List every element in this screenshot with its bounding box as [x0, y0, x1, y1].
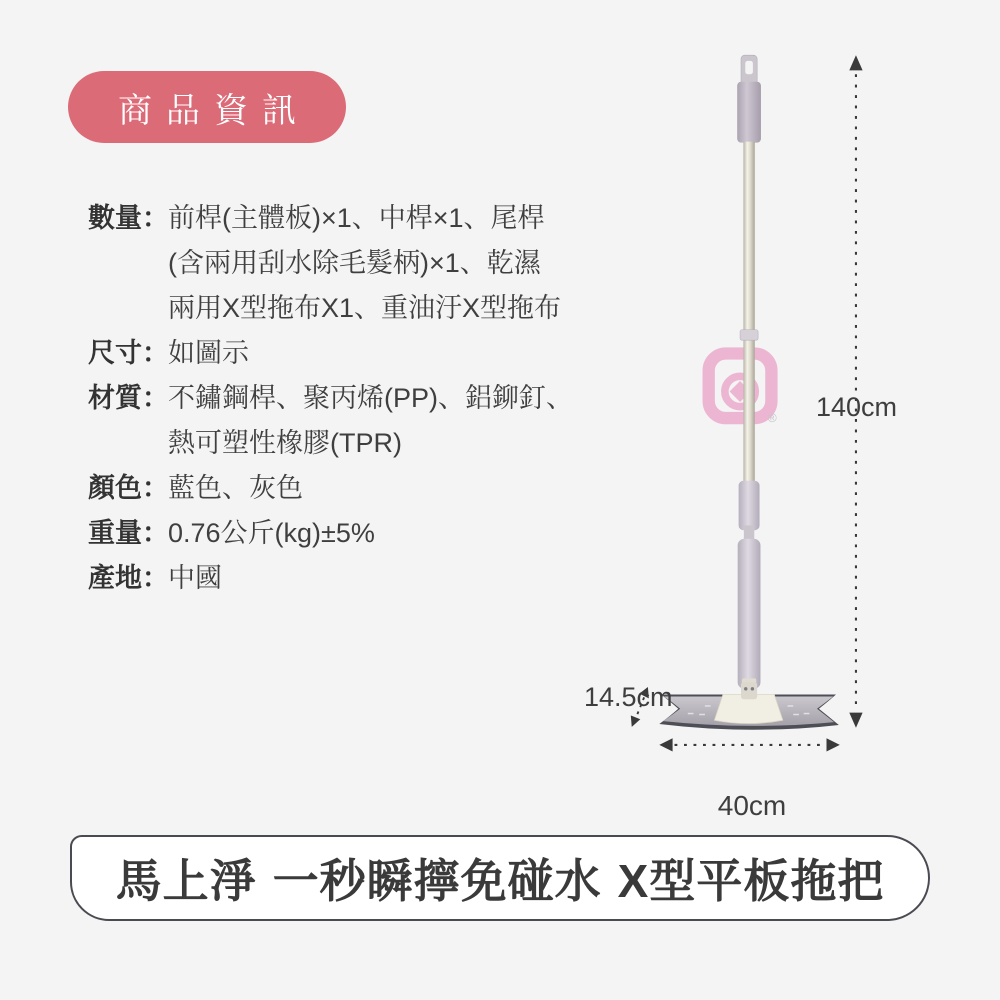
mop-lower-tube	[738, 539, 761, 689]
info-value-line: 如圖示	[168, 338, 249, 368]
mop-pole-ring	[740, 330, 758, 340]
info-row-color	[88, 466, 618, 511]
info-value-line: 中國	[168, 563, 222, 593]
product-type: X型平板拖把	[617, 855, 885, 907]
info-label-size: 尺寸：	[88, 338, 169, 368]
info-label-material: 材質：	[88, 383, 169, 413]
product-brand: 馬上淨	[115, 855, 257, 907]
product-slogan: 一秒瞬擰免碰水	[272, 855, 602, 907]
badge-label: 商品資訊	[118, 91, 310, 130]
info-row-quantity	[88, 196, 618, 331]
depth-dimension-label: 14.5cm	[584, 682, 673, 712]
info-value-color	[168, 466, 618, 511]
info-row-weight	[88, 511, 618, 556]
info-value-line: 前桿(主體板)×1、中桿×1、尾桿	[168, 203, 545, 233]
height-dimension-label: 140cm	[816, 392, 898, 422]
info-value-origin	[168, 556, 618, 601]
info-value-line: 兩用X型拖布X1、重油汙X型拖布	[168, 293, 562, 323]
info-value-line: 0.76公斤(kg)±5%	[168, 518, 375, 548]
info-label-origin: 產地：	[88, 563, 169, 593]
info-value-line: (含兩用刮水除毛髮柄)×1、乾濕	[168, 248, 541, 278]
info-row-size	[88, 331, 618, 376]
info-row-origin	[88, 556, 618, 601]
info-value-quantity	[168, 196, 618, 331]
width-dimension-label: 40cm	[717, 790, 787, 821]
info-label-weight: 重量：	[88, 518, 169, 548]
footer-title-box	[70, 835, 930, 921]
mop-head-hinge	[741, 682, 757, 699]
info-label-color: 顏色：	[88, 473, 169, 503]
mop-head	[659, 682, 839, 730]
mop-steel-pole	[743, 142, 754, 484]
info-value-material	[168, 376, 618, 466]
spec-list	[88, 196, 618, 601]
mop-hanging-hole	[745, 61, 753, 74]
info-value-line: 熱可塑性橡膠(TPR)	[168, 428, 402, 458]
info-label-quantity: 數量：	[88, 203, 169, 233]
watermark-logo	[709, 354, 777, 425]
info-row-material	[88, 376, 618, 466]
mop-sleeve	[739, 481, 760, 530]
width-dimension-arrow	[659, 738, 840, 751]
info-value-size	[168, 331, 618, 376]
info-value-weight	[168, 511, 618, 556]
info-value-line: 不鏽鋼桿、聚丙烯(PP)、鋁鉚釘、	[168, 383, 573, 413]
registered-mark: ®	[767, 410, 777, 425]
product-info-badge	[68, 71, 346, 143]
info-value-line: 藍色、灰色	[168, 473, 303, 503]
mop-grip	[737, 82, 761, 143]
